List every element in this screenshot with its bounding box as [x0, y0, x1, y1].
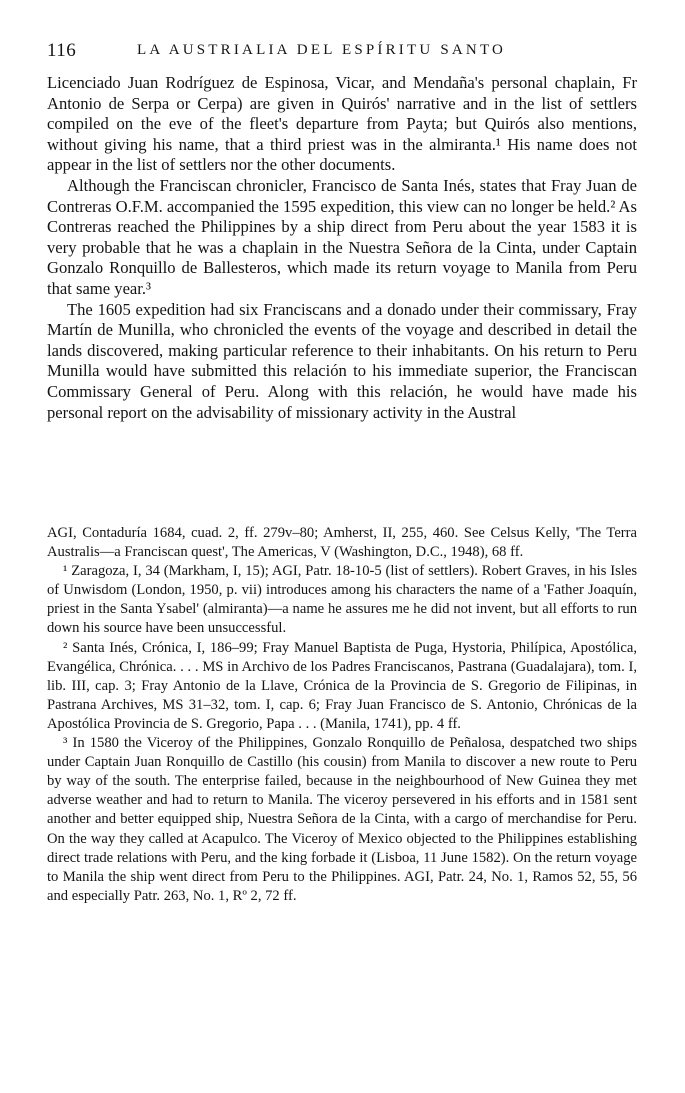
footnote: ³ In 1580 the Viceroy of the Philippines, Gonzalo Ronquillo de Peñalosa, despatched two ships under Captain Juan Ronquillo de Castillo (his cousin) from Manila to discover a new route to Peru by way of the south. The enterprise failed, because in the neighbourhood of New Guinea they met adverse weather and had to return to Manila. The viceroy persevered in his efforts and in 1581 sent another and better equipped ship, Nuestra Señora de la Cinta, with a cargo of merchandise for Peru. On the way they called at Acapulco. The Viceroy of Mexico objected to the Philippines establishing direct trade relations with Peru, and the king forbade it (Lisboa, 11 June 1582). On the return voyage to Manila the ship went direct from Peru to the Philippines. AGI, Patr. 24, No. 1, Ramos 52, 55, 56 and especially Patr. 263, No. 1, Rº 2, 72 ff.: [47, 735, 637, 904]
page-number: 116: [47, 40, 77, 61]
footnote-continuation: AGI, Contaduría 1684, cuad. 2, ff. 279v–80; Amherst, II, 255, 460. See Celsus Kelly, 'The Terra Australis—a Franciscan quest', The Americas, V (Washington, D.C., 1948), 68 ff.: [47, 525, 637, 561]
body-paragraph: The 1605 expedition had six Franciscans and a donado under their commissary, Fray Martín de Munilla, who chronicled the events of the voyage and described in detail the lands discovered, making particular reference to their inhabitants. On his return to Peru Munilla would have submitted this relación to his immediate superior, the Franciscan Commissary General of Peru. Along with this relación, he would have made his personal report on the advisability of missionary activity in the Austral: [47, 299, 637, 422]
footnotes: [47, 524, 637, 906]
body-paragraph: Although the Franciscan chronicler, Francisco de Santa Inés, states that Fray Juan de Contreras O.F.M. accompanied the 1595 expedition, this view can no longer be held.² As Contreras reached the Philippines by a ship direct from Peru about the year 1583 it is very probable that he was a chaplain in the Nuestra Señora de la Cinta, under Captain Gonzalo Ronquillo de Ballesteros, which made its return voyage to Manila from Peru that same year.³: [47, 175, 637, 298]
running-head: LA AUSTRIALIA DEL ESPÍRITU SANTO: [137, 42, 507, 58]
body-paragraph: Licenciado Juan Rodríguez de Espinosa, Vicar, and Mendaña's personal chaplain, Fr Antonio de Serpa or Cerpa) are given in Quirós' narrative and in the list of settlers compiled on the eve of the fleet's departure from Payta; but Quirós also mentions, without giving his name, that a third priest was in the almiranta.¹ His name does not appear in the list of settlers nor the other documents.: [47, 73, 637, 175]
page-header: [47, 40, 637, 68]
footnote: ² Santa Inés, Crónica, I, 186–99; Fray Manuel Baptista de Puga, Hystoria, Philípica, Apostólica, Evangélica, Chrónica. . . . MS in Archivo de los Padres Franciscanos, Pastrana (Guadalajara), tom. I, lib. III, cap. 3; Fray Antonio de la Llave, Crónica de la Provincia de S. Gregorio de Filipinas, in Pastrana Archives, MS 31–32, tom. I, cap. 6; Fray Juan Francisco de S. Antonio, Chrónicas de la Apostólica Provincia de S. Gregorio, Papa . . . (Manila, 1741), pp. 4 ff.: [47, 639, 637, 732]
body-text: [47, 73, 637, 423]
footnote: ¹ Zaragoza, I, 34 (Markham, I, 15); AGI, Patr. 18-10-5 (list of settlers). Robert Graves, in his Isles of Unwisdom (London, 1950, p. vii) introduces among his characters the name of a 'Father Joaquín, priest in the Santa Ysabel' (almiranta)—a name he assures me he did not invent, but all efforts to run down his source have been unsuccessful.: [47, 563, 637, 637]
